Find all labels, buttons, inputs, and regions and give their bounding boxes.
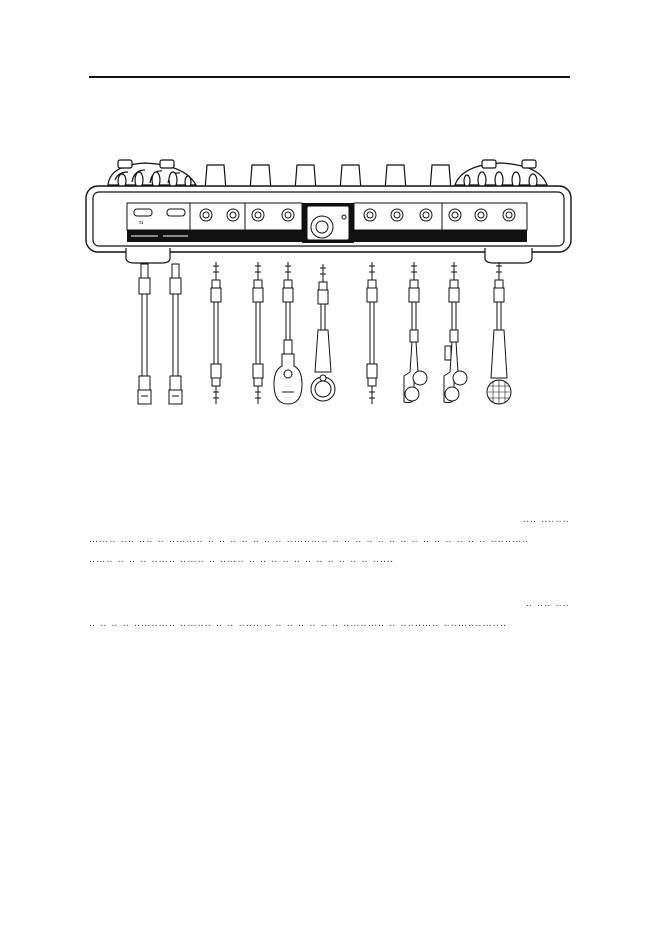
paragraph-line: ‥ ‥‥ ‥‥ <box>525 599 570 609</box>
body-paragraph <box>89 510 570 570</box>
body-paragraph <box>89 594 570 634</box>
left-jog-wheel <box>108 160 196 188</box>
usb-port <box>167 209 185 216</box>
earphone-icon <box>444 262 467 403</box>
paragraph-line: ‥ ‥ ‥ ‥ ‥…‥…‥ ‥…‥‥ ‥ ‥ ‥‥‥ ‥ ‥ ‥ ‥ ‥ ‥ ‥ ‥…‥…‥ ‥ ‥‥‥…‥ ‥‥…‥‥…‥‥ <box>89 619 508 629</box>
usb-symbol: ⇆ <box>139 220 144 226</box>
paragraph-line: ‥‥ ‥‥‥‥ <box>522 515 570 525</box>
guitar-icon <box>274 262 302 404</box>
paragraph-line: ……‥ ‥‥ ‥‥ ‥ ‥……‥ ‥ ‥ ‥ ‥ ‥ ‥ ‥ ‥…‥…‥ ‥ ‥ ‥ ‥ ‥ ‥ ‥ ‥ ‥ ‥ ‥ ‥ ‥ ‥ ‥‥‥…‥ <box>89 535 530 545</box>
audio-cable-icon <box>253 262 263 404</box>
microphone-icon <box>487 262 511 404</box>
earphone-icon <box>404 262 427 403</box>
usb-port <box>134 209 152 216</box>
device-connection-illustration <box>0 0 658 420</box>
right-jog-wheel <box>455 160 547 188</box>
paragraph-line: ‥…‥ ‥ ‥ ‥ ‥…‥ ‥…‥ ‥ ‥…‥ ‥ ‥ ‥ ‥ ‥ ‥ ‥ ‥ ‥ ‥ ‥ ‥‥‥ <box>89 555 395 565</box>
audio-cable-icon <box>211 262 221 404</box>
audio-cable-icon <box>367 262 377 404</box>
microphone-icon <box>311 264 335 401</box>
usb-cable-icon <box>169 264 182 404</box>
usb-cable-icon <box>138 264 151 404</box>
